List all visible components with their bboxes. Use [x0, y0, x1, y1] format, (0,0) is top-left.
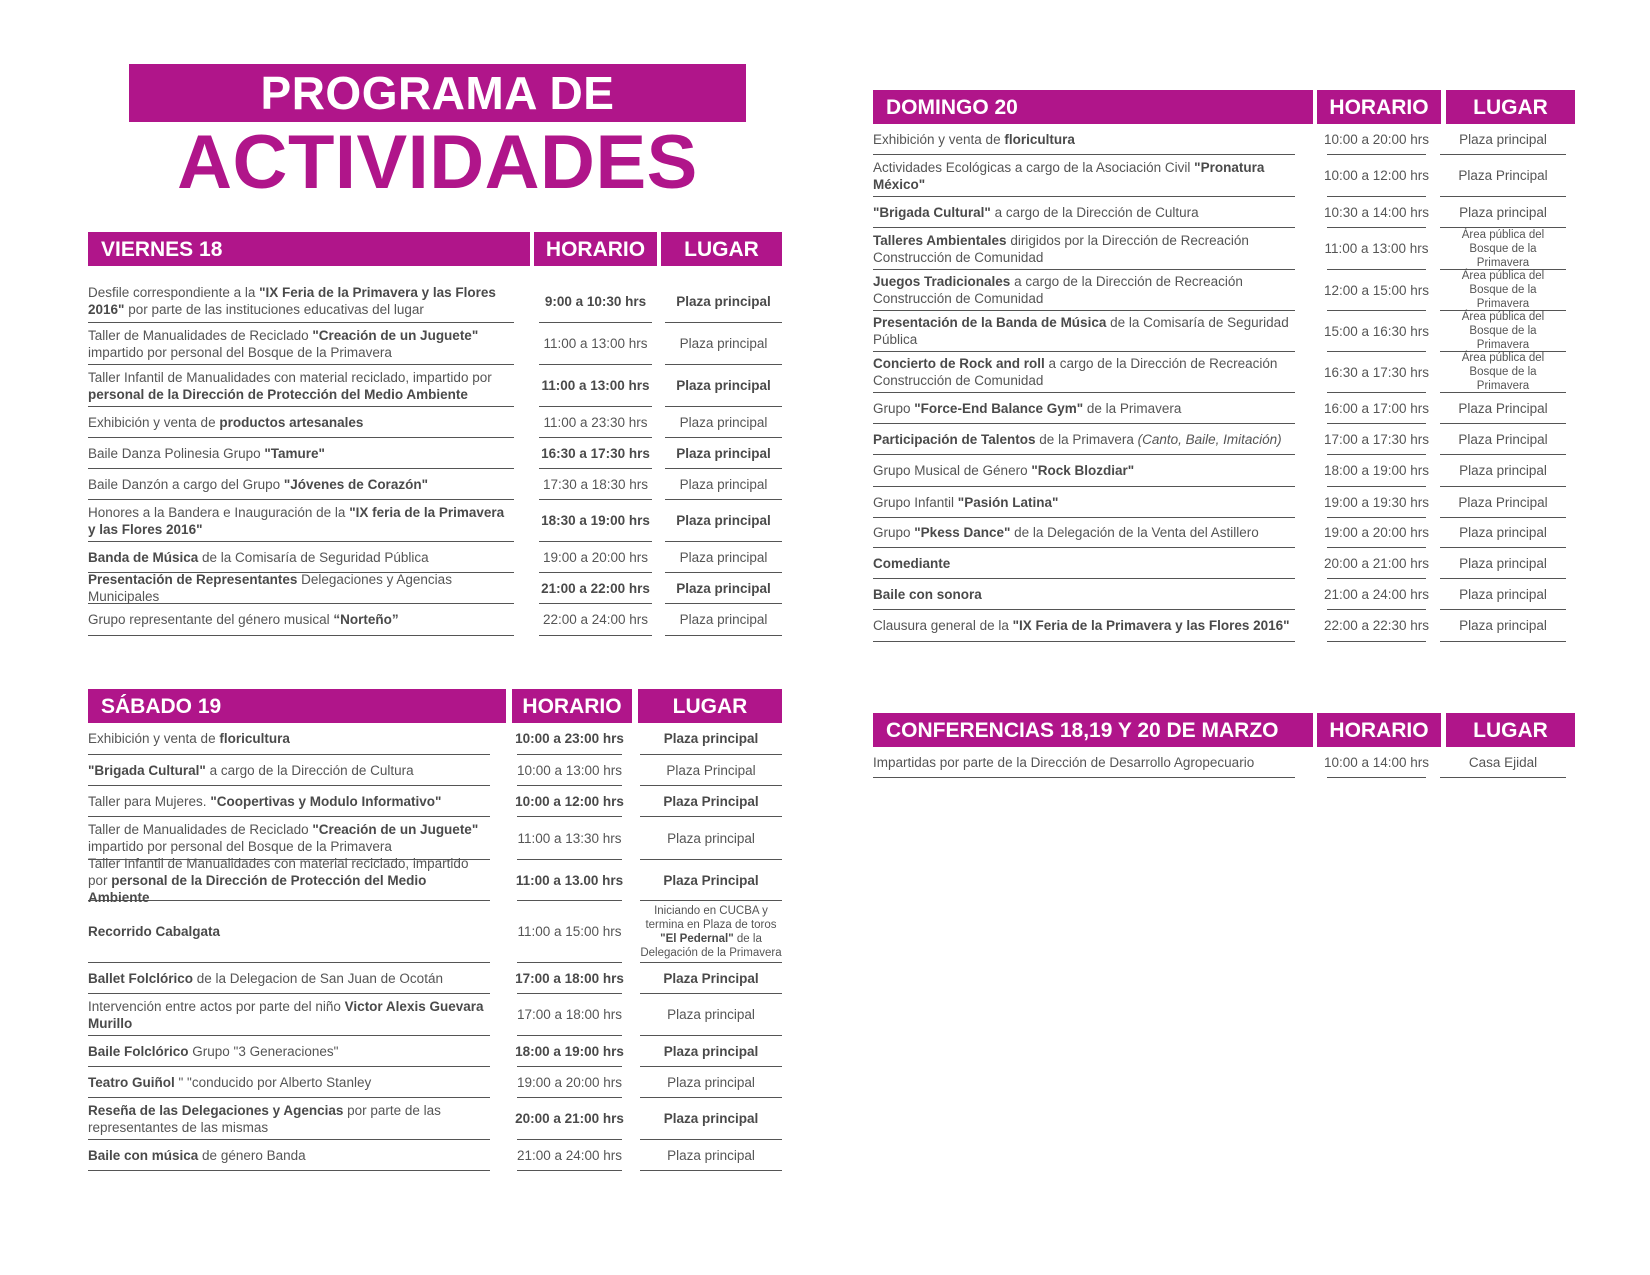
activity-text — [88, 970, 443, 987]
activity-text — [88, 327, 514, 361]
activity-description — [873, 424, 1295, 455]
activity-time: 10:00 a 12:00 hrs — [517, 786, 622, 817]
text-fragment: Intervención entre actos por parte del niño — [88, 998, 345, 1014]
activity-description — [88, 755, 490, 786]
schedule-row — [88, 438, 788, 469]
section-domingo — [873, 90, 1583, 642]
text-fragment: "Tamure" — [264, 445, 325, 461]
schedule-row — [88, 604, 788, 636]
schedule-row — [873, 352, 1583, 393]
title-line-1: PROGRAMA DE — [260, 67, 615, 119]
text-fragment: Banda de Música — [88, 549, 199, 565]
activity-text — [873, 400, 1181, 417]
activity-time: 16:00 a 17:00 hrs — [1327, 393, 1426, 424]
activity-time: 21:00 a 24:00 hrs — [517, 1140, 622, 1171]
text-fragment: (Canto, Baile, Imitación) — [1137, 431, 1282, 447]
text-fragment: Presentación de Representantes — [88, 572, 298, 587]
activity-time: 17:00 a 17:30 hrs — [1327, 424, 1426, 455]
title-banner — [129, 64, 746, 122]
text-fragment: Talleres Ambientales — [873, 232, 1007, 248]
schedule-row — [88, 855, 788, 905]
activity-time: 21:00 a 24:00 hrs — [1327, 579, 1426, 610]
activity-text — [88, 762, 414, 779]
schedule-row — [873, 747, 1583, 778]
text-fragment: Taller para Mujeres. — [88, 793, 211, 809]
activity-text — [88, 1147, 306, 1164]
schedule-rows — [873, 124, 1583, 642]
activity-time: 12:00 a 15:00 hrs — [1327, 270, 1426, 311]
activity-place: Plaza principal — [665, 438, 782, 469]
activity-description — [88, 963, 490, 994]
schedule-row — [873, 270, 1583, 311]
place-column-heading: LUGAR — [638, 689, 782, 723]
text-fragment: "Force-End Balance Gym" — [914, 400, 1084, 416]
activity-time: 18:00 a 19:00 hrs — [517, 1036, 622, 1067]
schedule-row — [873, 455, 1583, 487]
activity-place: Plaza principal — [665, 500, 782, 542]
activity-description — [88, 323, 514, 365]
activity-place: Plaza principal — [640, 817, 782, 860]
text-fragment: floricultura — [1004, 131, 1075, 147]
activity-time: 11:00 a 13.00 hrs — [517, 860, 622, 901]
text-fragment: "Rock Blozdiar" — [1031, 463, 1135, 478]
activity-place: Plaza principal — [1440, 518, 1566, 548]
text-fragment: "Jóvenes de Corazón" — [283, 476, 428, 492]
activity-text — [88, 855, 490, 906]
activity-place: Área pública del Bosque de la Primavera — [1440, 311, 1566, 352]
text-fragment: Actividades Ecológicas a cargo de la Asociación Civil — [873, 159, 1195, 175]
time-column-heading: HORARIO — [512, 689, 632, 723]
activity-place: Plaza principal — [640, 1140, 782, 1171]
activity-place: Plaza Principal — [1440, 155, 1566, 197]
activity-place: Plaza principal — [640, 1067, 782, 1098]
activity-text — [873, 314, 1295, 348]
activity-time: 15:00 a 16:30 hrs — [1327, 311, 1426, 352]
text-fragment: impartido por personal del Bosque de la Primavera — [88, 839, 392, 854]
activity-place: Plaza Principal — [1440, 487, 1566, 518]
activity-time: 22:00 a 24:00 hrs — [539, 604, 652, 636]
activity-description — [873, 610, 1295, 642]
activity-place: Plaza principal — [1440, 548, 1566, 579]
schedule-row — [88, 365, 788, 407]
place-column-heading: LUGAR — [1446, 90, 1575, 124]
text-fragment: Delegaciones y Agencias Municipales — [88, 572, 452, 604]
time-column-heading: HORARIO — [1317, 90, 1441, 124]
activity-place: Casa Ejidal — [1440, 747, 1566, 778]
activity-place: Plaza principal — [1440, 197, 1566, 228]
activity-description — [873, 548, 1295, 579]
schedule-row — [88, 500, 788, 542]
activity-description — [88, 1036, 490, 1067]
text-fragment: a cargo de la Dirección de Cultura — [990, 204, 1199, 220]
text-fragment: "IX Feria de la Primavera y las Flores 2016" — [88, 285, 496, 317]
text-fragment: "Pronatura México" — [873, 159, 1265, 192]
schedule-row — [873, 393, 1583, 424]
time-column-heading: HORARIO — [534, 232, 657, 266]
text-fragment: de género Banda — [198, 1147, 306, 1163]
text-fragment: dirigidos por la Dirección de Recreación Construcción de Comunidad — [873, 232, 1249, 265]
activity-time: 11:00 a 13:00 hrs — [539, 323, 652, 365]
activity-place: Plaza principal — [1440, 124, 1566, 155]
text-fragment: “Norteño” — [333, 612, 399, 627]
schedule-row — [88, 994, 788, 1036]
schedule-row — [873, 197, 1583, 228]
text-fragment: personal de la Dirección de Protección del Medio Ambiente — [88, 386, 468, 402]
activity-text — [88, 1043, 338, 1060]
text-fragment: a cargo de la Dirección de Recreación Construcción de Comunidad — [873, 356, 1278, 388]
text-fragment: de la Delegacion de San Juan de Ocotán — [193, 970, 443, 986]
activity-description — [873, 747, 1295, 778]
text-fragment: de la Primavera — [1035, 431, 1138, 447]
text-fragment: a cargo de la Dirección de Cultura — [205, 762, 414, 778]
activity-text — [873, 462, 1134, 479]
text-fragment: "Creación de un Juguete" — [312, 822, 479, 837]
activity-time: 10:00 a 12:00 hrs — [1327, 155, 1426, 197]
section-header — [88, 689, 788, 723]
text-fragment: Grupo — [873, 525, 915, 540]
schedule-row — [88, 469, 788, 500]
section-header — [88, 232, 788, 266]
schedule-row — [88, 542, 788, 573]
activity-time: 17:00 a 18:00 hrs — [517, 994, 622, 1036]
page-title: ACTIVIDADES — [177, 120, 698, 205]
activity-text — [88, 821, 490, 855]
activity-time: 16:30 a 17:30 hrs — [1327, 352, 1426, 393]
text-fragment: productos artesanales — [219, 414, 364, 430]
text-fragment: Baile Folclórico — [88, 1043, 189, 1059]
schedule-row — [873, 424, 1583, 455]
text-fragment: "El Pedernal" — [660, 932, 734, 945]
activity-text — [873, 754, 1254, 771]
activity-description — [873, 352, 1295, 393]
activity-time: 20:00 a 21:00 hrs — [517, 1098, 622, 1140]
activity-description — [88, 786, 490, 817]
activity-description — [88, 1067, 490, 1098]
schedule-row — [88, 901, 788, 963]
activity-place: Plaza Principal — [640, 860, 782, 901]
activity-description — [88, 542, 514, 573]
activity-text — [873, 131, 1075, 148]
text-fragment: Baile Danza Polinesia Grupo — [88, 445, 265, 461]
text-fragment: Participación de Talentos — [873, 431, 1036, 447]
schedule-row — [873, 228, 1583, 270]
schedule-row — [88, 723, 788, 755]
activity-place: Plaza principal — [640, 994, 782, 1036]
day-heading: CONFERENCIAS 18,19 Y 20 DE MARZO — [873, 713, 1313, 747]
activity-time: 11:00 a 13:30 hrs — [517, 817, 622, 860]
schedule-rows — [88, 723, 788, 1171]
activity-description — [88, 1140, 490, 1171]
text-fragment: Grupo — [873, 400, 915, 416]
text-fragment: Taller Infantil de Manualidades con material reciclado, impartido por — [88, 369, 492, 385]
activity-text — [873, 524, 1259, 541]
schedule-row — [873, 579, 1583, 610]
schedule-rows — [873, 747, 1583, 778]
activity-text — [873, 431, 1282, 448]
activity-text — [88, 1074, 371, 1091]
activity-place: Plaza principal — [640, 1098, 782, 1140]
text-fragment: "Brigada Cultural" — [88, 762, 206, 778]
text-fragment: Honores a la Bandera e Inauguración de la — [88, 504, 350, 520]
text-fragment: Baile con sonora — [873, 586, 982, 602]
text-fragment: Taller Infantil de Manualidades con material reciclado, impartido por — [88, 855, 469, 888]
activity-description — [873, 518, 1295, 548]
schedule-row — [88, 786, 788, 817]
text-fragment: Reseña de las Delegaciones y Agencias — [88, 1102, 344, 1118]
activity-time: 19:00 a 20:00 hrs — [517, 1067, 622, 1098]
activity-place: Plaza principal — [640, 723, 782, 755]
activity-time: 20:00 a 21:00 hrs — [1327, 548, 1426, 579]
activity-description — [88, 994, 490, 1036]
place-column-heading: LUGAR — [1446, 713, 1575, 747]
activity-description — [88, 469, 514, 500]
text-fragment: por parte de las instituciones educativas del lugar — [124, 302, 424, 317]
activity-description — [88, 438, 514, 469]
schedule-row — [873, 548, 1583, 579]
activity-place: Plaza Principal — [640, 786, 782, 817]
activity-time: 18:00 a 19:00 hrs — [1327, 455, 1426, 487]
text-fragment: "Pasión Latina" — [957, 494, 1059, 510]
schedule-row — [88, 755, 788, 786]
activity-text — [88, 1102, 490, 1136]
activity-text — [88, 730, 290, 747]
text-fragment: Juegos Tradicionales — [873, 274, 1011, 289]
text-fragment: "Brigada Cultural" — [873, 204, 991, 220]
activity-time: 10:00 a 14:00 hrs — [1327, 747, 1426, 778]
activity-time: 11:00 a 15:00 hrs — [517, 901, 622, 963]
day-heading: DOMINGO 20 — [873, 90, 1313, 124]
text-fragment: de la Delegación de la Venta del Astillero — [1010, 525, 1259, 540]
activity-description — [88, 901, 490, 963]
activity-time: 21:00 a 22:00 hrs — [539, 573, 652, 604]
activity-text — [873, 232, 1295, 266]
activity-text — [873, 204, 1199, 221]
text-fragment: Grupo representante del género musical — [88, 612, 334, 627]
activity-place: Plaza principal — [1440, 455, 1566, 487]
activity-text — [873, 555, 950, 572]
activity-place: Plaza Principal — [640, 963, 782, 994]
schedule-row — [88, 1067, 788, 1098]
schedule-row — [873, 311, 1583, 352]
text-fragment: Exhibición y venta de — [873, 131, 1005, 147]
day-heading: SÁBADO 19 — [88, 689, 506, 723]
activity-place: Área pública del Bosque de la Primavera — [1440, 270, 1566, 311]
activity-text — [873, 586, 982, 603]
text-fragment: Victor Alexis Guevara Murillo — [88, 998, 484, 1031]
activity-place: Plaza principal — [640, 1036, 782, 1067]
schedule-row — [88, 280, 788, 323]
activity-time: 17:00 a 18:00 hrs — [517, 963, 622, 994]
place-column-heading: LUGAR — [661, 232, 782, 266]
text-fragment: "IX Feria de la Primavera y las Flores 2016" — [1012, 618, 1290, 633]
section-sabado — [88, 689, 788, 1171]
activity-text — [88, 284, 514, 318]
activity-place: Área pública del Bosque de la Primavera — [1440, 228, 1566, 270]
time-column-heading: HORARIO — [1317, 713, 1441, 747]
schedule-row — [88, 407, 788, 438]
text-fragment: Impartidas por parte de la Dirección de Desarrollo Agropecuario — [873, 754, 1255, 770]
activity-time: 19:00 a 19:30 hrs — [1327, 487, 1426, 518]
schedule-row — [873, 518, 1583, 548]
activity-time: 18:30 a 19:00 hrs — [539, 500, 652, 542]
schedule-row — [88, 963, 788, 994]
text-fragment: impartido por personal del Bosque de la Primavera — [88, 344, 392, 360]
activity-description — [873, 155, 1295, 197]
activity-description — [88, 723, 490, 755]
section-conferencias — [873, 713, 1583, 778]
activity-text — [88, 923, 220, 940]
schedule-row — [88, 1140, 788, 1171]
activity-place: Plaza principal — [1440, 610, 1566, 642]
activity-place: Plaza Principal — [640, 755, 782, 786]
schedule-rows — [88, 280, 788, 636]
activity-description — [88, 1098, 490, 1140]
activity-place: Plaza principal — [665, 365, 782, 407]
activity-description — [873, 487, 1295, 518]
activity-place: Plaza principal — [665, 604, 782, 636]
schedule-row — [873, 610, 1583, 642]
text-fragment: Grupo Infantil — [873, 494, 958, 510]
activity-description — [88, 407, 514, 438]
activity-description — [873, 124, 1295, 155]
activity-text — [88, 998, 490, 1032]
activity-time: 19:00 a 20:00 hrs — [1327, 518, 1426, 548]
activity-text — [873, 494, 1058, 511]
activity-description — [873, 455, 1295, 487]
activity-time: 11:00 a 23:30 hrs — [539, 407, 652, 438]
text-fragment: Recorrido Cabalgata — [88, 924, 221, 939]
activity-description — [873, 197, 1295, 228]
activity-text — [88, 476, 428, 493]
place-text — [640, 904, 782, 960]
text-fragment: " "conducido por Alberto Stanley — [174, 1074, 372, 1090]
activity-place: Plaza principal — [665, 323, 782, 365]
text-fragment: Iniciando en CUCBA y termina en Plaza de toros — [645, 904, 777, 931]
text-fragment: Teatro Guiñol — [88, 1074, 175, 1090]
text-fragment: Desfile correspondiente a la — [88, 285, 260, 300]
text-fragment: Concierto de Rock and roll — [873, 356, 1045, 371]
activity-description — [88, 280, 514, 323]
activity-place — [640, 901, 782, 963]
text-fragment: "IX feria de la Primavera y las Flores 2016" — [88, 504, 505, 537]
text-fragment: Grupo Musical de Género — [873, 463, 1032, 478]
activity-description — [873, 228, 1295, 270]
schedule-row — [873, 155, 1583, 197]
text-fragment: Taller de Manualidades de Reciclado — [88, 822, 313, 837]
schedule-row — [873, 487, 1583, 518]
activity-text — [88, 611, 399, 628]
activity-text — [88, 445, 325, 462]
text-fragment: Exhibición y venta de — [88, 414, 220, 430]
text-fragment: de la Delegación de la Primavera — [640, 932, 782, 959]
text-fragment: Ballet Folclórico — [88, 970, 194, 986]
activity-place: Plaza principal — [665, 469, 782, 500]
activity-text — [88, 369, 514, 403]
text-fragment: Baile con música — [88, 1147, 199, 1163]
activity-description — [873, 270, 1295, 311]
activity-time: 10:00 a 13:00 hrs — [517, 755, 622, 786]
activity-time: 17:30 a 18:30 hrs — [539, 469, 652, 500]
activity-time: 10:00 a 20:00 hrs — [1327, 124, 1426, 155]
day-heading: VIERNES 18 — [88, 232, 530, 266]
activity-description — [88, 573, 514, 604]
text-fragment: de la Comisaría de Seguridad Pública — [873, 315, 1289, 347]
schedule-row — [88, 1036, 788, 1067]
activity-text — [873, 159, 1295, 193]
activity-description — [88, 604, 514, 636]
activity-text — [88, 549, 429, 566]
activity-place: Plaza principal — [665, 542, 782, 573]
activity-text — [88, 504, 514, 538]
text-fragment: Presentación de la Banda de Música — [873, 315, 1107, 330]
text-fragment: Baile Danzón a cargo del Grupo — [88, 476, 284, 492]
activity-place: Plaza Principal — [1440, 424, 1566, 455]
activity-place: Plaza principal — [1440, 579, 1566, 610]
activity-place: Plaza principal — [665, 407, 782, 438]
activity-description — [873, 393, 1295, 424]
activity-time: 11:00 a 13:00 hrs — [1327, 228, 1426, 270]
activity-time: 9:00 a 10:30 hrs — [539, 280, 652, 323]
text-fragment: floricultura — [219, 731, 290, 746]
activity-text — [88, 414, 363, 431]
activity-time: 11:00 a 13:00 hrs — [539, 365, 652, 407]
text-fragment: a cargo de la Dirección de Recreación Construcción de Comunidad — [873, 274, 1243, 306]
activity-place: Plaza Principal — [1440, 393, 1566, 424]
text-fragment: Taller de Manualidades de Reciclado — [88, 327, 313, 343]
activity-place: Área pública del Bosque de la Primavera — [1440, 352, 1566, 393]
activity-place: Plaza principal — [665, 573, 782, 604]
activity-place: Plaza principal — [665, 280, 782, 323]
text-fragment: Exhibición y venta de — [88, 731, 220, 746]
activity-text — [873, 273, 1295, 307]
text-fragment: "Coopertivas y Modulo Informativo" — [210, 793, 442, 809]
schedule-row — [88, 1098, 788, 1140]
activity-description — [88, 500, 514, 542]
activity-time: 16:30 a 17:30 hrs — [539, 438, 652, 469]
activity-text — [88, 571, 514, 605]
activity-time: 22:00 a 22:30 hrs — [1327, 610, 1426, 642]
activity-time: 10:30 a 14:00 hrs — [1327, 197, 1426, 228]
text-fragment: de la Primavera — [1083, 400, 1182, 416]
activity-text — [88, 793, 441, 810]
activity-text — [873, 617, 1290, 634]
activity-text — [873, 355, 1295, 389]
text-fragment: "Pkess Dance" — [914, 525, 1011, 540]
text-fragment: personal de la Dirección de Protección del Medio Ambiente — [88, 872, 427, 905]
section-header — [873, 90, 1583, 124]
schedule-row — [88, 573, 788, 604]
text-fragment: de la Comisaría de Seguridad Pública — [198, 549, 429, 565]
text-fragment: "Creación de un Juguete" — [312, 327, 479, 343]
schedule-row — [873, 124, 1583, 155]
section-header — [873, 713, 1583, 747]
section-viernes — [88, 232, 788, 636]
activity-description — [873, 311, 1295, 352]
activity-description — [88, 365, 514, 407]
text-fragment: Grupo "3 Generaciones" — [188, 1043, 339, 1059]
text-fragment: Clausura general de la — [873, 618, 1013, 633]
schedule-row — [88, 323, 788, 365]
activity-description — [88, 855, 490, 905]
activity-time: 10:00 a 23:00 hrs — [517, 723, 622, 755]
activity-description — [873, 579, 1295, 610]
text-fragment: Comediante — [873, 555, 951, 571]
activity-time: 19:00 a 20:00 hrs — [539, 542, 652, 573]
text-fragment: por parte de las representantes de las mismas — [88, 1102, 441, 1135]
